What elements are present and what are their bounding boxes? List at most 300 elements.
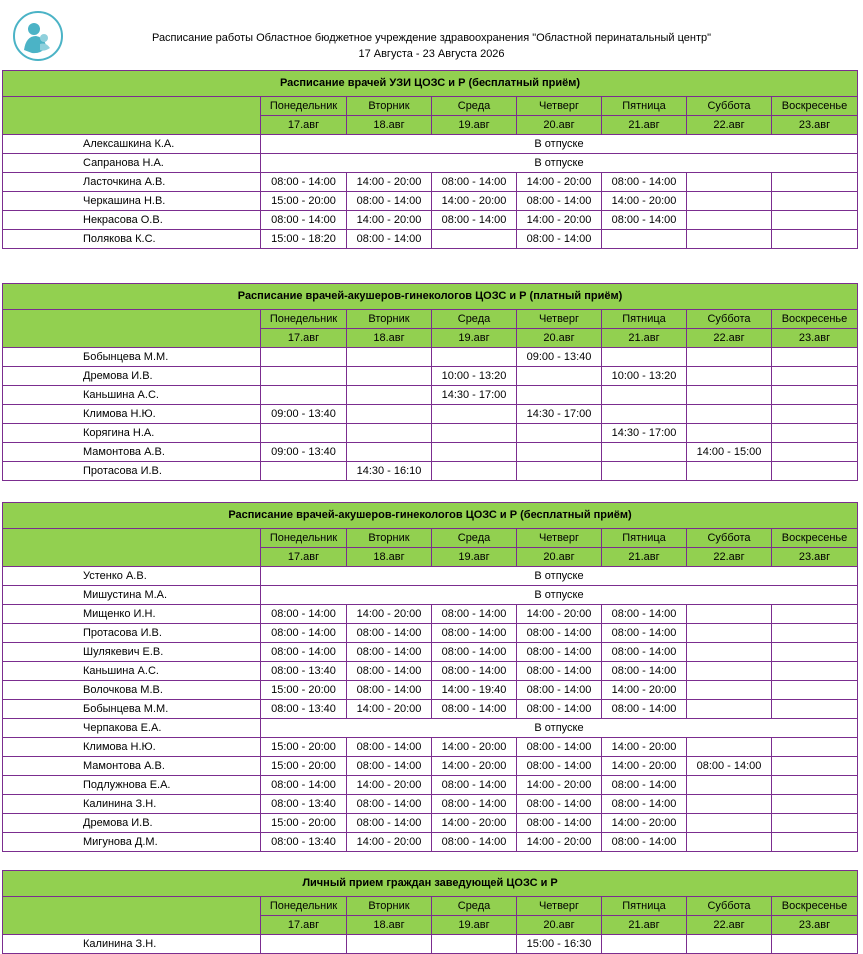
- schedule-cell: 09:00 - 13:40: [261, 405, 347, 424]
- schedule-cell: [261, 935, 347, 954]
- schedule-cell: 15:00 - 20:00: [261, 681, 347, 700]
- schedule-cell: [261, 348, 347, 367]
- schedule-cell: 14:00 - 20:00: [347, 605, 432, 624]
- schedule-cell: 08:00 - 14:00: [261, 211, 347, 230]
- schedule-cell: [432, 348, 517, 367]
- schedule-cell: [687, 230, 772, 249]
- schedule-cell: [772, 776, 858, 795]
- schedule-cell: [687, 348, 772, 367]
- section-title: Расписание врачей-акушеров-гинекологов ЦОЗС и Р (бесплатный приём): [3, 503, 858, 529]
- doctor-name: Протасова И.В.: [3, 624, 261, 643]
- weekday-header: Пятница: [602, 97, 687, 116]
- weekday-header: Вторник: [347, 310, 432, 329]
- schedule-cell: 15:00 - 20:00: [261, 814, 347, 833]
- weekday-header: Среда: [432, 97, 517, 116]
- schedule-cell: [687, 405, 772, 424]
- weekday-header: Воскресенье: [772, 310, 858, 329]
- doctor-name: Некрасова О.В.: [3, 211, 261, 230]
- schedule-cell: [347, 443, 432, 462]
- schedule-cell: 14:00 - 20:00: [602, 814, 687, 833]
- date-header: 23.авг: [772, 116, 858, 135]
- schedule-cell: 08:00 - 14:00: [347, 230, 432, 249]
- date-header: 18.авг: [347, 548, 432, 567]
- weekday-header: Среда: [432, 529, 517, 548]
- schedule-cell: 08:00 - 14:00: [347, 192, 432, 211]
- doctor-name: Корягина Н.А.: [3, 424, 261, 443]
- schedule-cell: 10:00 - 13:20: [432, 367, 517, 386]
- schedule-cell: 08:00 - 14:00: [602, 700, 687, 719]
- table-row: [3, 700, 858, 719]
- vacation-cell: В отпуске: [261, 567, 858, 586]
- date-header: 20.авг: [517, 116, 602, 135]
- date-header: 21.авг: [602, 116, 687, 135]
- schedule-cell: 14:00 - 20:00: [347, 833, 432, 852]
- schedule-cell: 08:00 - 14:00: [432, 605, 517, 624]
- page-title: Расписание работы Областное бюджетное учреждение здравоохранения "Областной перинатальный центр": [151, 32, 712, 44]
- schedule-cell: [432, 935, 517, 954]
- doctor-name: Устенко А.В.: [3, 567, 261, 586]
- schedule-cell: 14:00 - 19:40: [432, 681, 517, 700]
- schedule-table: [2, 283, 858, 481]
- schedule-cell: 08:00 - 14:00: [517, 192, 602, 211]
- table-row: [3, 462, 858, 481]
- schedule-cell: [772, 405, 858, 424]
- schedule-cell: [517, 386, 602, 405]
- page-header: [0, 0, 863, 70]
- schedule-cell: [687, 814, 772, 833]
- schedule-cell: [772, 833, 858, 852]
- weekday-header: Суббота: [687, 310, 772, 329]
- schedule-cell: 08:00 - 14:00: [432, 833, 517, 852]
- table-row: [3, 935, 858, 954]
- schedule-cell: 08:00 - 14:00: [517, 795, 602, 814]
- header-corner-cell: [3, 97, 261, 135]
- doctor-name: Мигунова Д.М.: [3, 833, 261, 852]
- schedule-cell: 14:00 - 20:00: [347, 173, 432, 192]
- schedule-cell: 08:00 - 14:00: [602, 643, 687, 662]
- doctor-name: Мишустина М.А.: [3, 586, 261, 605]
- schedule-cell: [347, 405, 432, 424]
- schedule-cell: 08:00 - 14:00: [602, 211, 687, 230]
- table-row: [3, 738, 858, 757]
- schedule-cell: 14:00 - 15:00: [687, 443, 772, 462]
- doctor-name: Сапранова Н.А.: [3, 154, 261, 173]
- schedule-cell: 08:00 - 14:00: [347, 662, 432, 681]
- weekday-header: Четверг: [517, 897, 602, 916]
- schedule-cell: [772, 624, 858, 643]
- weekday-header: Четверг: [517, 529, 602, 548]
- schedule-cell: [772, 462, 858, 481]
- schedule-cell: [602, 386, 687, 405]
- section-title: Расписание врачей-акушеров-гинекологов ЦОЗС и Р (платный приём): [3, 284, 858, 310]
- schedule-cell: [687, 795, 772, 814]
- date-header: 19.авг: [432, 329, 517, 348]
- doctor-name: Шулякевич Е.В.: [3, 643, 261, 662]
- date-header: 17.авг: [261, 329, 347, 348]
- table-row: [3, 135, 858, 154]
- schedule-cell: [517, 424, 602, 443]
- schedule-cell: [772, 795, 858, 814]
- schedule-cell: 08:00 - 14:00: [602, 833, 687, 852]
- doctor-name: Ласточкина А.В.: [3, 173, 261, 192]
- schedule-cell: [772, 814, 858, 833]
- doctor-name: Дремова И.В.: [3, 814, 261, 833]
- schedule-cell: 14:00 - 20:00: [517, 211, 602, 230]
- schedule-cell: [772, 211, 858, 230]
- weekday-header: Суббота: [687, 97, 772, 116]
- table-row: [3, 192, 858, 211]
- table-row: [3, 367, 858, 386]
- section-title-row: [3, 871, 858, 897]
- date-header: 20.авг: [517, 548, 602, 567]
- schedule-cell: 09:00 - 13:40: [261, 443, 347, 462]
- schedule-cell: 08:00 - 14:00: [261, 173, 347, 192]
- schedule-cell: [687, 935, 772, 954]
- weekday-header-row: [3, 897, 858, 916]
- schedule-cell: [772, 424, 858, 443]
- table-row: [3, 424, 858, 443]
- schedule-cell: 08:00 - 14:00: [517, 700, 602, 719]
- weekday-header: Суббота: [687, 897, 772, 916]
- schedule-cell: 15:00 - 20:00: [261, 757, 347, 776]
- schedule-cell: 09:00 - 13:40: [517, 348, 602, 367]
- table-row: [3, 567, 858, 586]
- schedule-cell: [432, 443, 517, 462]
- schedule-cell: 08:00 - 14:00: [432, 662, 517, 681]
- doctor-name: Черпакова Е.А.: [3, 719, 261, 738]
- schedule-cell: [261, 462, 347, 481]
- date-header: 23.авг: [772, 329, 858, 348]
- section-title: Личный прием граждан заведующей ЦОЗС и Р: [3, 871, 858, 897]
- schedule-cell: [772, 192, 858, 211]
- schedule-cell: 08:00 - 14:00: [602, 173, 687, 192]
- schedule-cell: 08:00 - 14:00: [261, 605, 347, 624]
- schedule-cell: 08:00 - 14:00: [347, 624, 432, 643]
- schedule-cell: 14:00 - 20:00: [517, 833, 602, 852]
- schedule-cell: 14:00 - 20:00: [602, 738, 687, 757]
- schedule-cell: 14:30 - 17:00: [432, 386, 517, 405]
- date-header: 23.авг: [772, 548, 858, 567]
- schedule-cell: 15:00 - 20:00: [261, 738, 347, 757]
- schedule-cell: 14:00 - 20:00: [347, 776, 432, 795]
- doctor-name: Подлужнова Е.А.: [3, 776, 261, 795]
- schedule-cell: 08:00 - 14:00: [602, 605, 687, 624]
- schedule-cell: 10:00 - 13:20: [602, 367, 687, 386]
- schedule-cell: 14:30 - 16:10: [347, 462, 432, 481]
- schedule-cell: 08:00 - 14:00: [347, 795, 432, 814]
- doctor-name: Протасова И.В.: [3, 462, 261, 481]
- schedule-cell: 14:00 - 20:00: [602, 681, 687, 700]
- doctor-name: Дремова И.В.: [3, 367, 261, 386]
- table-row: [3, 154, 858, 173]
- section-title-row: [3, 503, 858, 529]
- schedule-cell: 08:00 - 13:40: [261, 662, 347, 681]
- schedule-cell: [772, 757, 858, 776]
- schedule-cell: 08:00 - 14:00: [602, 795, 687, 814]
- doctor-name: Климова Н.Ю.: [3, 738, 261, 757]
- date-header: 17.авг: [261, 116, 347, 135]
- schedule-cell: [432, 462, 517, 481]
- schedule-cell: 14:00 - 20:00: [347, 700, 432, 719]
- doctor-name: Алексашкина К.А.: [3, 135, 261, 154]
- table-row: [3, 443, 858, 462]
- schedule-cell: 08:00 - 14:00: [347, 738, 432, 757]
- weekday-header-row: [3, 529, 858, 548]
- schedule-cell: 08:00 - 14:00: [602, 624, 687, 643]
- schedule-cell: 08:00 - 14:00: [517, 624, 602, 643]
- schedule-cell: 08:00 - 14:00: [347, 757, 432, 776]
- schedule-cell: [517, 367, 602, 386]
- doctor-name: Черкашина Н.В.: [3, 192, 261, 211]
- schedule-cell: [687, 462, 772, 481]
- schedule-cell: 08:00 - 14:00: [432, 173, 517, 192]
- date-header: 20.авг: [517, 916, 602, 935]
- doctor-name: Калинина З.Н.: [3, 935, 261, 954]
- date-header: 22.авг: [687, 916, 772, 935]
- schedule-cell: [687, 643, 772, 662]
- doctor-name: Калинина З.Н.: [3, 795, 261, 814]
- section-title: Расписание врачей УЗИ ЦОЗС и Р (бесплатный приём): [3, 71, 858, 97]
- weekday-header-row: [3, 310, 858, 329]
- doctor-name: Бобынцева М.М.: [3, 700, 261, 719]
- date-header: 22.авг: [687, 329, 772, 348]
- schedule-cell: 08:00 - 14:00: [517, 681, 602, 700]
- schedule-cell: [687, 605, 772, 624]
- schedule-cell: 14:00 - 20:00: [432, 757, 517, 776]
- schedule-cell: 14:00 - 20:00: [517, 173, 602, 192]
- schedule-cell: [517, 462, 602, 481]
- schedule-cell: 08:00 - 14:00: [432, 211, 517, 230]
- weekday-header: Суббота: [687, 529, 772, 548]
- date-header: 18.авг: [347, 329, 432, 348]
- schedule-cell: 15:00 - 18:20: [261, 230, 347, 249]
- schedule-cell: [347, 386, 432, 405]
- date-header: 17.авг: [261, 916, 347, 935]
- schedule-cell: 14:30 - 17:00: [602, 424, 687, 443]
- schedule-cell: [772, 738, 858, 757]
- weekday-header: Воскресенье: [772, 897, 858, 916]
- date-header: 23.авг: [772, 916, 858, 935]
- date-header: 22.авг: [687, 548, 772, 567]
- schedule-cell: [347, 935, 432, 954]
- table-row: [3, 719, 858, 738]
- table-row: [3, 605, 858, 624]
- schedule-cell: [602, 443, 687, 462]
- schedule-cell: [347, 424, 432, 443]
- header-corner-cell: [3, 529, 261, 567]
- table-row: [3, 757, 858, 776]
- schedule-cell: 14:00 - 20:00: [347, 211, 432, 230]
- section-title-row: [3, 284, 858, 310]
- schedule-cell: [687, 738, 772, 757]
- schedule-cell: [261, 424, 347, 443]
- schedule-cell: [772, 173, 858, 192]
- schedule-cell: [687, 211, 772, 230]
- table-row: [3, 386, 858, 405]
- schedule-cell: 14:00 - 20:00: [432, 738, 517, 757]
- schedule-cell: 14:00 - 20:00: [602, 757, 687, 776]
- date-header: 18.авг: [347, 116, 432, 135]
- weekday-header: Пятница: [602, 897, 687, 916]
- table-row: [3, 662, 858, 681]
- weekday-header: Понедельник: [261, 97, 347, 116]
- schedule-cell: 08:00 - 14:00: [347, 643, 432, 662]
- weekday-header: Вторник: [347, 529, 432, 548]
- doctor-name: Мищенко И.Н.: [3, 605, 261, 624]
- schedule-cell: 08:00 - 13:40: [261, 700, 347, 719]
- table-row: [3, 776, 858, 795]
- weekday-header-row: [3, 97, 858, 116]
- schedule-cell: 08:00 - 14:00: [432, 643, 517, 662]
- schedule-cell: [687, 662, 772, 681]
- schedule-cell: [687, 386, 772, 405]
- date-header: 21.авг: [602, 548, 687, 567]
- schedule-cell: [261, 386, 347, 405]
- date-header: 17.авг: [261, 548, 347, 567]
- table-row: [3, 795, 858, 814]
- schedule-cell: 08:00 - 14:00: [432, 776, 517, 795]
- schedule-cell: [772, 643, 858, 662]
- schedule-cell: [602, 348, 687, 367]
- schedule-cell: [772, 662, 858, 681]
- schedule-cell: [772, 443, 858, 462]
- table-row: [3, 173, 858, 192]
- schedule-cell: 14:00 - 20:00: [517, 776, 602, 795]
- header-corner-cell: [3, 897, 261, 935]
- schedule-cell: 08:00 - 14:00: [602, 776, 687, 795]
- schedule-cell: [687, 192, 772, 211]
- date-header: 19.авг: [432, 116, 517, 135]
- schedule-cell: [772, 700, 858, 719]
- table-row: [3, 405, 858, 424]
- schedule-cell: 08:00 - 13:40: [261, 795, 347, 814]
- doctor-name: Каньшина А.С.: [3, 662, 261, 681]
- doctor-name: Климова Н.Ю.: [3, 405, 261, 424]
- schedule-cell: 08:00 - 14:00: [347, 681, 432, 700]
- schedule-table: [2, 870, 858, 954]
- doctor-name: Полякова К.С.: [3, 230, 261, 249]
- schedule-cell: [687, 424, 772, 443]
- weekday-header: Пятница: [602, 310, 687, 329]
- date-header: 21.авг: [602, 329, 687, 348]
- table-row: [3, 211, 858, 230]
- schedule-cell: 08:00 - 13:40: [261, 833, 347, 852]
- doctor-name: Волочкова М.В.: [3, 681, 261, 700]
- header-corner-cell: [3, 310, 261, 348]
- schedule-cell: 08:00 - 14:00: [517, 230, 602, 249]
- schedule-cell: 08:00 - 14:00: [432, 700, 517, 719]
- weekday-header: Четверг: [517, 310, 602, 329]
- schedule-cell: 15:00 - 16:30: [517, 935, 602, 954]
- schedule-cell: [772, 605, 858, 624]
- table-row: [3, 643, 858, 662]
- schedule-cell: 14:30 - 17:00: [517, 405, 602, 424]
- weekday-header: Пятница: [602, 529, 687, 548]
- weekday-header: Вторник: [347, 897, 432, 916]
- weekday-header: Понедельник: [261, 529, 347, 548]
- schedule-cell: 14:00 - 20:00: [432, 814, 517, 833]
- schedule-cell: [687, 681, 772, 700]
- weekday-header: Среда: [432, 310, 517, 329]
- schedule-cell: [261, 367, 347, 386]
- schedule-cell: [432, 230, 517, 249]
- schedule-cell: [687, 700, 772, 719]
- weekday-header: Понедельник: [261, 897, 347, 916]
- date-header: 22.авг: [687, 116, 772, 135]
- schedule-cell: [347, 348, 432, 367]
- table-row: [3, 348, 858, 367]
- schedule-cell: [687, 367, 772, 386]
- table-row: [3, 833, 858, 852]
- schedule-cell: [772, 386, 858, 405]
- schedule-cell: 14:00 - 20:00: [517, 605, 602, 624]
- schedule-cell: [432, 424, 517, 443]
- vacation-cell: В отпуске: [261, 586, 858, 605]
- date-header: 19.авг: [432, 548, 517, 567]
- date-header: 19.авг: [432, 916, 517, 935]
- schedule-cell: [772, 348, 858, 367]
- schedule-cell: 14:00 - 20:00: [602, 192, 687, 211]
- schedule-cell: [772, 367, 858, 386]
- schedule-cell: 15:00 - 20:00: [261, 192, 347, 211]
- schedule-cell: 08:00 - 14:00: [517, 738, 602, 757]
- vacation-cell: В отпуске: [261, 135, 858, 154]
- schedule-cell: [772, 935, 858, 954]
- schedule-cell: [517, 443, 602, 462]
- weekday-header: Воскресенье: [772, 529, 858, 548]
- doctor-name: Мамонтова А.В.: [3, 443, 261, 462]
- schedule-cell: 08:00 - 14:00: [347, 814, 432, 833]
- schedule-cell: 08:00 - 14:00: [602, 662, 687, 681]
- schedule-cell: [602, 405, 687, 424]
- schedule-cell: [602, 462, 687, 481]
- schedule-cell: [347, 367, 432, 386]
- schedule-cell: [687, 776, 772, 795]
- schedule-cell: 08:00 - 14:00: [517, 757, 602, 776]
- table-row: [3, 586, 858, 605]
- schedule-cell: 08:00 - 14:00: [432, 795, 517, 814]
- weekday-header: Вторник: [347, 97, 432, 116]
- date-header: 20.авг: [517, 329, 602, 348]
- weekday-header: Понедельник: [261, 310, 347, 329]
- vacation-cell: В отпуске: [261, 154, 858, 173]
- schedule-cell: 08:00 - 14:00: [432, 624, 517, 643]
- weekday-header: Воскресенье: [772, 97, 858, 116]
- schedule-cell: 08:00 - 14:00: [687, 757, 772, 776]
- schedule-table: [2, 502, 858, 852]
- table-row: [3, 814, 858, 833]
- table-row: [3, 230, 858, 249]
- doctor-name: Бобынцева М.М.: [3, 348, 261, 367]
- date-header: 21.авг: [602, 916, 687, 935]
- schedule-cell: 08:00 - 14:00: [517, 662, 602, 681]
- schedule-cell: [772, 230, 858, 249]
- schedule-cell: [687, 624, 772, 643]
- doctor-name: Каньшина А.С.: [3, 386, 261, 405]
- weekday-header: Среда: [432, 897, 517, 916]
- schedule-cell: [772, 681, 858, 700]
- section-title-row: [3, 71, 858, 97]
- schedule-period: 17 Августа - 23 Августа 2026: [358, 48, 505, 60]
- schedule-cell: 08:00 - 14:00: [261, 624, 347, 643]
- schedule-cell: 08:00 - 14:00: [517, 814, 602, 833]
- schedule-cell: [602, 230, 687, 249]
- schedule-cell: [432, 405, 517, 424]
- table-row: [3, 681, 858, 700]
- schedule-cell: 08:00 - 14:00: [517, 643, 602, 662]
- weekday-header: Четверг: [517, 97, 602, 116]
- doctor-name: Мамонтова А.В.: [3, 757, 261, 776]
